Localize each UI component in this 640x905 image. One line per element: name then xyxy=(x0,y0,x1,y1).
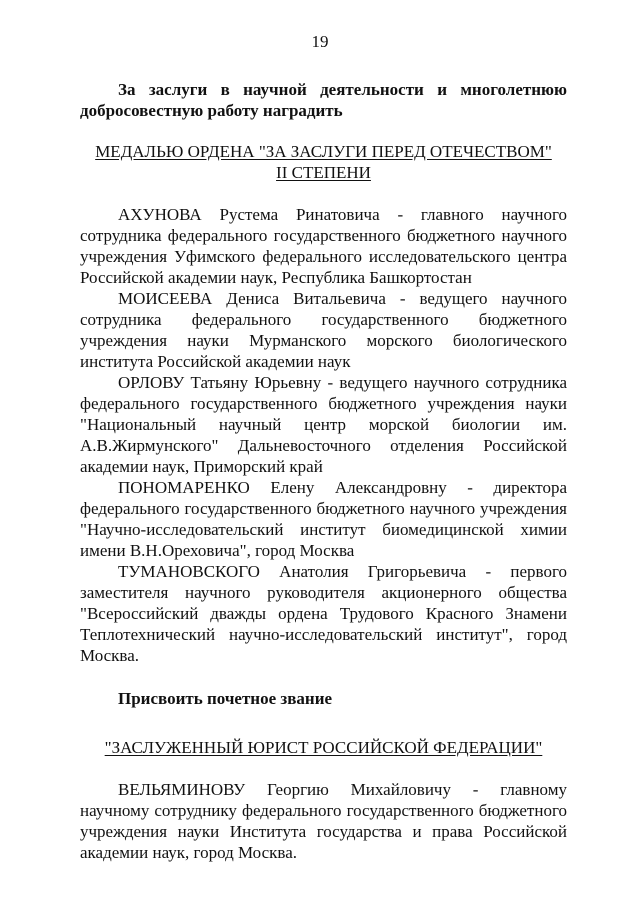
recipient-paragraph: АХУНОВА Рустема Ринатовича - главного научного сотрудника федерального государственного бюджетного научного учреждения Уфимского федерального исследовательского центра Российской академии наук, Республика Башкортостан xyxy=(80,205,567,287)
recipient-paragraph: ТУМАНОВСКОГО Анатолия Григорьевича - первого заместителя научного руководителя акционерного общества "Всероссийский дважды ордена Трудового Красного Знамени Теплотехнический научно-исследовательский институт", город Москва. xyxy=(80,562,567,665)
recipient-paragraph: ОРЛОВУ Татьяну Юрьевну - ведущего научного сотрудника федерального государственного бюджетного учреждения науки "Национальный научный центр морской биологии им. А.В.Жирмунского" Дальневосточного отделения Российской академии наук, Приморский край xyxy=(80,373,567,476)
recipient-paragraph: ПОНОМАРЕНКО Елену Александровну - директора федерального государственного бюджетного научного учреждения "Научно-исследовательский институт биомедицинской химии имени В.Н.Ореховича", город Москва xyxy=(80,478,567,560)
honorary-title-heading: "ЗАСЛУЖЕННЫЙ ЮРИСТ РОССИЙСКОЙ ФЕДЕРАЦИИ" xyxy=(104,738,543,757)
medal-heading xyxy=(80,141,567,183)
award-intro-paragraph: За заслуги в научной деятельности и многолетнюю добросовестную работу наградить xyxy=(80,80,567,120)
recipient-paragraph: МОИСЕЕВА Дениса Витальевича - ведущего научного сотрудника федерального государственного бюджетного учреждения науки Мурманского морского биологического института Российской академии наук xyxy=(80,289,567,371)
document-body xyxy=(80,79,567,863)
medal-heading-line-2: II СТЕПЕНИ xyxy=(276,163,371,182)
assign-title-paragraph: Присвоить почетное звание xyxy=(118,689,333,708)
medal-heading-line-1: МЕДАЛЬЮ ОРДЕНА "ЗА ЗАСЛУГИ ПЕРЕД ОТЕЧЕСТВОМ" xyxy=(95,142,552,161)
title-recipient-paragraph: ВЕЛЬЯМИНОВУ Георгию Михайловичу - главному научному сотруднику федерального государственного бюджетного учреждения науки Института государства и права Российской академии наук, город Москва. xyxy=(80,780,567,862)
page-number: 19 xyxy=(311,32,329,51)
